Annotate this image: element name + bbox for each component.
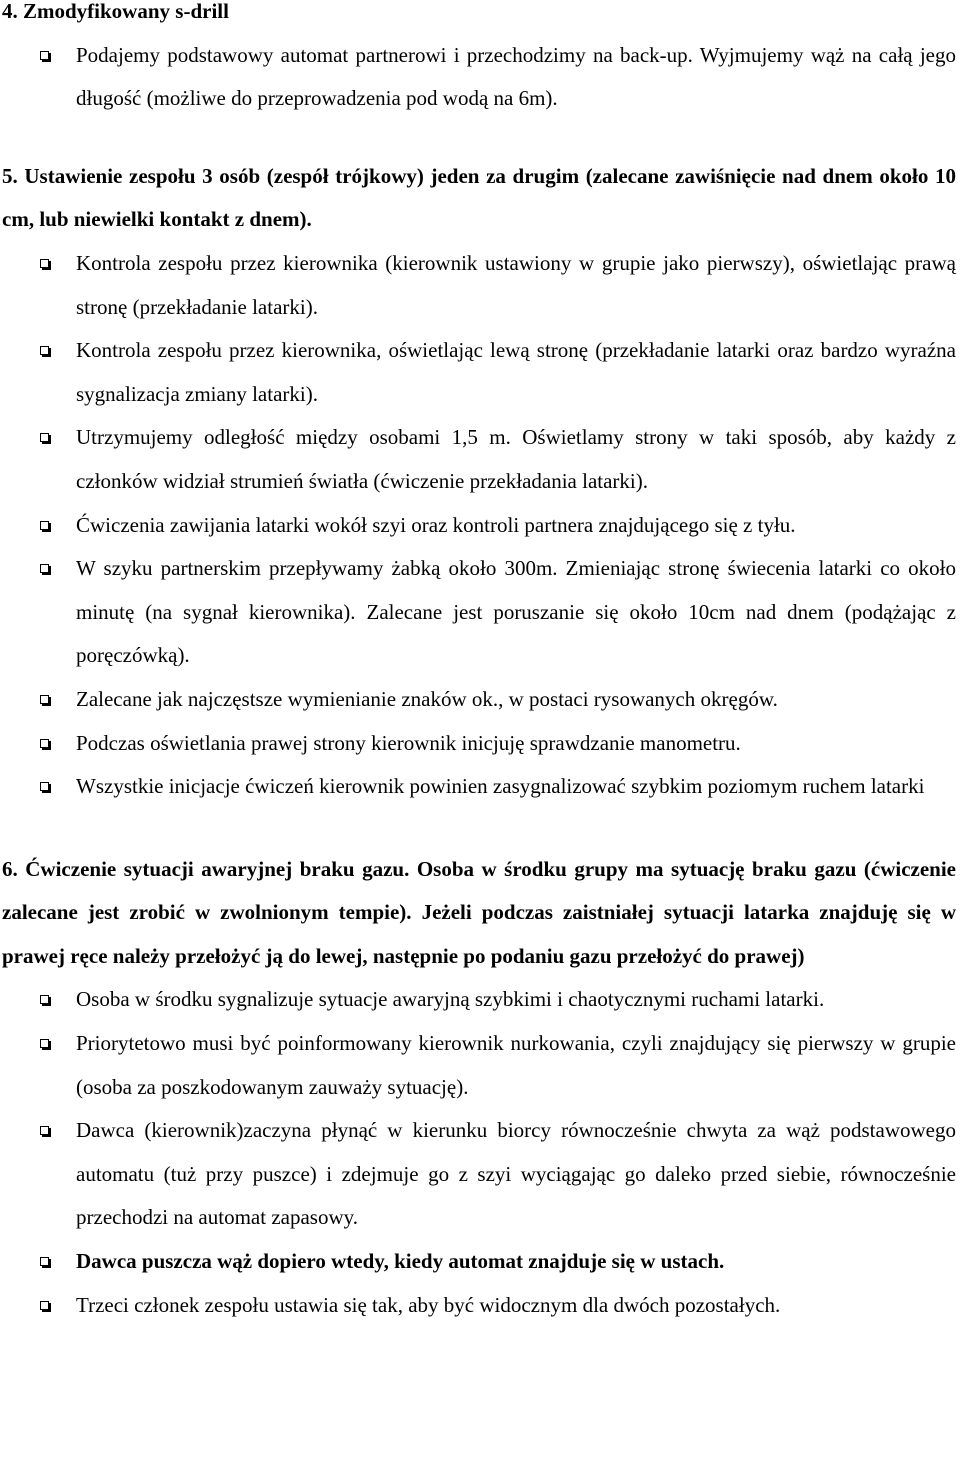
checkbox-bullet-icon [40,259,49,268]
checkbox-bullet-icon [40,433,49,442]
section-4-heading: 4. Zmodyfikowany s-drill [2,0,229,23]
checkbox-bullet-icon [40,1039,49,1048]
list-item: Podczas oświetlania prawej strony kierownik inicjuję sprawdzanie manometru. [0,722,960,766]
list-item: Dawca (kierownik)zaczyna płynąć w kierunku biorcy równocześnie chwyta za wąż podstawowego automatu (tuż przy puszce) i zdejmuje go z szyi wyciągając go daleko przed siebie, równocześnie przechodzi na automat zapasowy. [0,1109,960,1240]
checkbox-bullet-icon [40,782,49,791]
checkbox-bullet-icon [40,739,49,748]
section-5-heading: 5. Ustawienie zespołu 3 osób (zespół trójkowy) jeden za drugim (zalecane zawiśnięcie nad dnem około 10 cm, lub niewielki kontakt z dnem). [2,163,956,232]
list-item: Kontrola zespołu przez kierownika (kierownik ustawiony w grupie jako pierwszy), oświetlając prawą stronę (przekładanie latarki). [0,242,960,329]
list-item: Dawca puszcza wąż dopiero wtedy, kiedy automat znajduje się w ustach. [0,1240,960,1284]
checkbox-bullet-icon [40,1126,49,1135]
section-6-list [0,978,960,1327]
section-4-list [0,34,960,121]
checkbox-bullet-icon [40,51,49,60]
checkbox-bullet-icon [40,521,49,530]
list-item: Kontrola zespołu przez kierownika, oświetlając lewą stronę (przekładanie latarki oraz bardzo wyraźna sygnalizacja zmiany latarki). [0,329,960,416]
checkbox-bullet-icon [40,1301,49,1310]
list-item: Ćwiczenia zawijania latarki wokół szyi oraz kontroli partnera znajdującego się z tyłu. [0,504,960,548]
section-6-heading: 6. Ćwiczenie sytuacji awaryjnej braku gazu. Osoba w środku grupy ma sytuację braku gazu (ćwiczenie zalecane jest zrobić w zwolnionym tempie). Jeżeli podczas zaistniałej sytuacji latarka znajduję się w prawej ręce należy przełożyć ją do lewej, następnie po podaniu gazu przełożyć do prawej) [2,856,956,968]
checkbox-bullet-icon [40,995,49,1004]
list-item: Trzeci członek zespołu ustawia się tak, aby być widocznym dla dwóch pozostałych. [0,1284,960,1328]
list-item: Zalecane jak najczęstsze wymienianie znaków ok., w postaci rysowanych okręgów. [0,678,960,722]
checkbox-bullet-icon [40,564,49,573]
list-item: Osoba w środku sygnalizuje sytuacje awaryjną szybkimi i chaotycznymi ruchami latarki. [0,978,960,1022]
section-5-list [0,242,960,809]
checkbox-bullet-icon [40,346,49,355]
list-item: Priorytetowo musi być poinformowany kierownik nurkowania, czyli znajdujący się pierwszy w grupie (osoba za poszkodowanym zauważy sytuację). [0,1022,960,1109]
list-item: Utrzymujemy odległość między osobami 1,5 m. Oświetlamy strony w taki sposób, aby każdy z członków widział strumień światła (ćwiczenie przekładania latarki). [0,416,960,503]
list-item: Podajemy podstawowy automat partnerowi i przechodzimy na back-up. Wyjmujemy wąż na całą jego długość (możliwe do przeprowadzenia pod wodą na 6m). [0,34,960,121]
checkbox-bullet-icon [40,1257,49,1266]
list-item: Wszystkie inicjacje ćwiczeń kierownik powinien zasygnalizować szybkim poziomym ruchem latarki [0,765,960,809]
checkbox-bullet-icon [40,695,49,704]
list-item: W szyku partnerskim przepływamy żabką około 300m. Zmieniając stronę świecenia latarki co około minutę (na sygnał kierownika). Zalecane jest poruszanie się około 10cm nad dnem (podążając z poręczówką). [0,547,960,678]
